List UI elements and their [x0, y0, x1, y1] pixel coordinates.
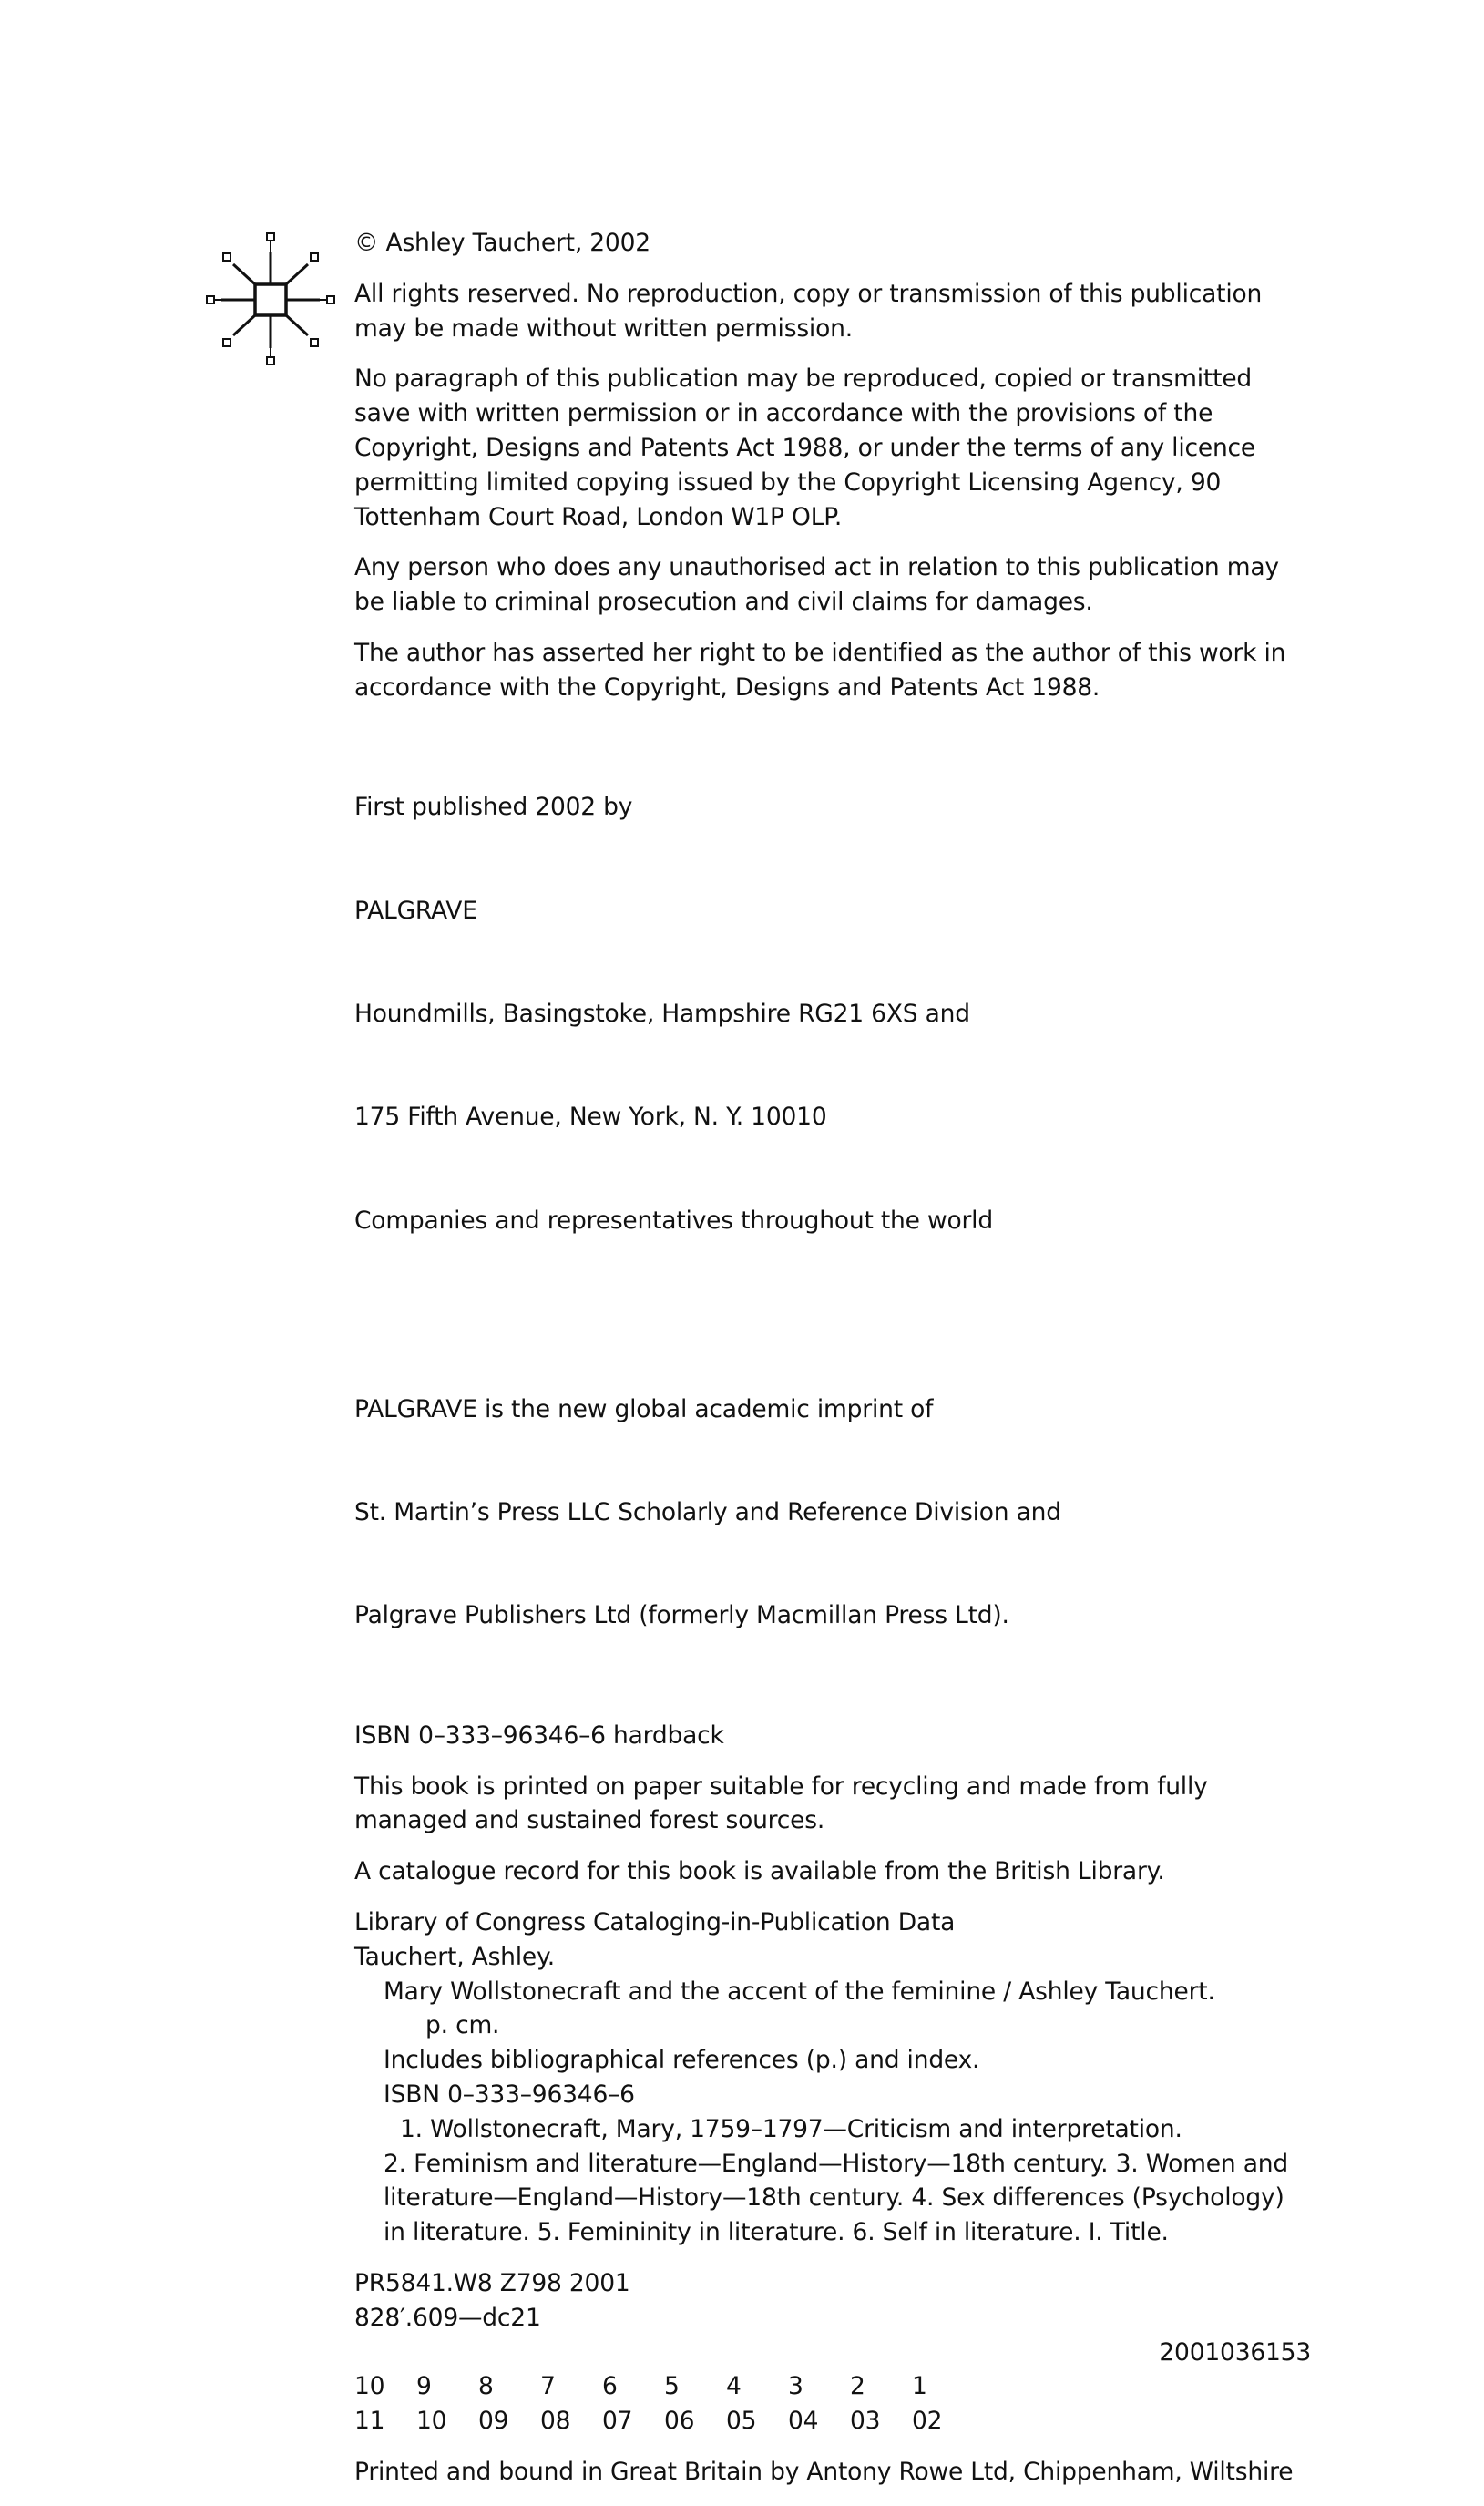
print-number-row: [354, 2369, 1311, 2404]
print-number: 4: [726, 2372, 742, 2401]
cip-author: Tauchert, Ashley.: [354, 1942, 555, 1971]
publisher-logo: [205, 231, 337, 368]
publisher-line: Companies and representatives throughout the world: [354, 1206, 993, 1235]
lc-classification: PR5841.W8 Z798 2001: [354, 2269, 630, 2298]
print-year: 03: [850, 2407, 881, 2436]
print-year: 09: [478, 2407, 509, 2436]
print-year: 04: [788, 2407, 819, 2436]
print-year: 08: [540, 2407, 571, 2436]
publisher-logo-icon: [205, 231, 337, 368]
cip-isbn: ISBN 0–333–96346–6: [384, 2080, 635, 2110]
imprint-line: PALGRAVE is the new global academic imprint of: [354, 1394, 934, 1423]
cip-heading: Library of Congress Cataloging-in-Publication Data: [354, 1908, 956, 1937]
print-number: 8: [478, 2372, 494, 2401]
print-number: 10: [354, 2372, 385, 2401]
print-number: 5: [664, 2372, 680, 2401]
lccn: 2001036153: [1159, 2337, 1311, 2367]
moral-rights: The author has asserted her right to be identified as the author of this work in accordance with the Copyright, Designs and Patents Act 1988.: [354, 638, 1294, 702]
cip-title: Mary Wollstonecraft and the accent of the feminine / Ashley Tauchert.: [384, 1977, 1215, 2006]
cip-subjects-first: 1. Wollstonecraft, Mary, 1759–1797—Criticism and interpretation.: [400, 2114, 1182, 2143]
print-number: 2: [850, 2372, 865, 2401]
print-year: 06: [664, 2407, 695, 2436]
print-year: 02: [912, 2407, 943, 2436]
publisher-line: 175 Fifth Avenue, New York, N. Y. 10010: [354, 1103, 827, 1132]
print-year: 11: [354, 2407, 385, 2436]
publisher-line: Houndmills, Basingstoke, Hampshire RG21 6XS and: [354, 999, 970, 1028]
cip-pcm: p. cm.: [425, 2011, 500, 2040]
isbn-line: ISBN 0–333–96346–6 hardback: [354, 1720, 724, 1750]
print-year: 05: [726, 2407, 757, 2436]
publisher-line: PALGRAVE: [354, 896, 477, 925]
print-number: 9: [416, 2372, 432, 2401]
copyright-line: © Ashley Tauchert, 2002: [354, 229, 650, 257]
paper-notice: This book is printed on paper suitable for recycling and made from fully managed and sustained forest sources.: [354, 1772, 1215, 1835]
copyright-page: [354, 226, 1311, 2506]
classification-block: [354, 2266, 1311, 2439]
cip-includes: Includes bibliographical references (p.) and index.: [384, 2046, 980, 2075]
rights-reserved: All rights reserved. No reproduction, copy or transmission of this publication may be made without written permission.: [354, 279, 1270, 343]
publisher-block: [354, 722, 1311, 1308]
print-number: 3: [788, 2372, 803, 2401]
print-number: 6: [602, 2372, 618, 2401]
imprint-block: [354, 1323, 1311, 1702]
reproduction-notice: No paragraph of this publication may be reproduced, copied or transmitted save with written permission or in accordance with the provisions of the Copyright, Designs and Patents Act 1988, or under the terms of any licence permitting limited copying issued by the Copyright Licensing Agency, 90 Tottenham Court Road, London W1P OLP.: [354, 365, 1264, 531]
printer-notice: Printed and bound in Great Britain by Antony Rowe Ltd, Chippenham, Wiltshire: [354, 2458, 1294, 2487]
catalogue-notice: A catalogue record for this book is available from the British Library.: [354, 1857, 1165, 1886]
cip-data: [354, 1905, 1311, 2250]
print-year: 07: [602, 2407, 633, 2436]
unauthorised-notice: Any person who does any unauthorised act in relation to this publication may be liable to criminal prosecution and civil claims for damages.: [354, 553, 1287, 617]
publisher-line: First published 2002 by: [354, 793, 633, 822]
print-year-row: [354, 2404, 1311, 2439]
imprint-line: St. Martin’s Press LLC Scholarly and Reference Division and: [354, 1498, 1061, 1527]
cip-subjects: 2. Feminism and literature—England—History—18th century. 3. Women and literature—England—History—18th century. 4. Sex differences (Psychology) in literature. 5. Femininity in literature. 6. Self in literature. I. Title.: [384, 2149, 1288, 2247]
print-number: 7: [540, 2372, 556, 2401]
imprint-line: Palgrave Publishers Ltd (formerly Macmillan Press Ltd).: [354, 1601, 1009, 1630]
dewey-classification: 828′.609—dc21: [354, 2303, 541, 2332]
print-year: 10: [416, 2407, 447, 2436]
print-number: 1: [912, 2372, 927, 2401]
